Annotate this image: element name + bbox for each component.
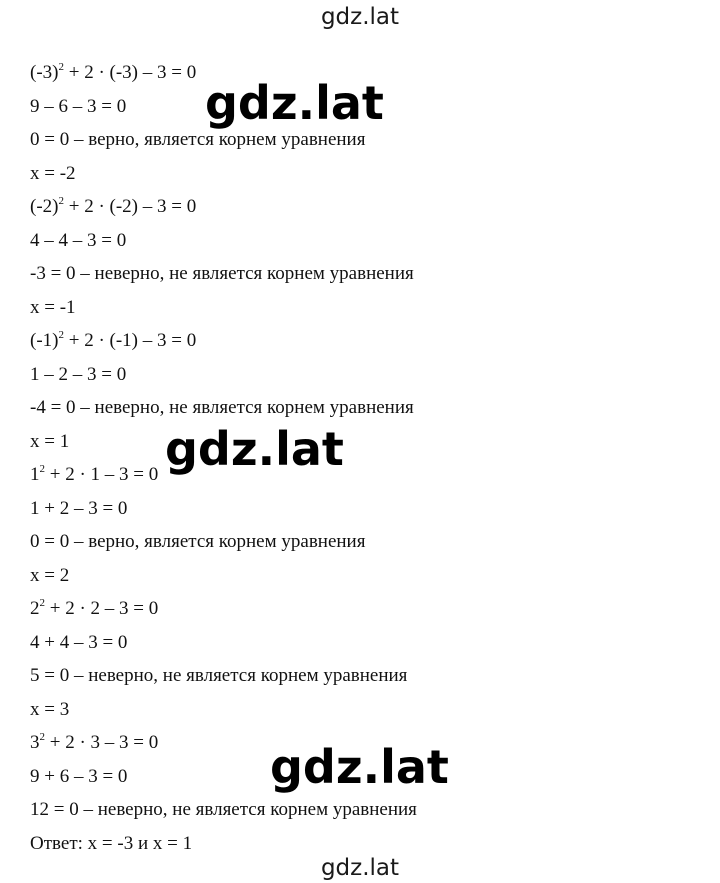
solution-line (30, 358, 690, 392)
exponent: 2 (39, 462, 45, 475)
line-text: 4 + 4 – 3 = 0 (30, 631, 128, 653)
solution-line (30, 391, 690, 425)
solution-line (30, 291, 690, 325)
line-text: 2 (30, 598, 40, 619)
line-text: 1 + 2 – 3 = 0 (30, 497, 128, 519)
solution-line (30, 257, 690, 291)
line-text: 0 = 0 – верно, является корнем уравнения (30, 531, 366, 552)
exponent: 2 (58, 194, 64, 207)
line-text: 0 = 0 – верно, является корнем уравнения (30, 129, 366, 150)
line-text: 4 – 4 – 3 = 0 (30, 229, 127, 251)
solution-line (30, 693, 690, 727)
footer-watermark: gdz.lat (320, 855, 400, 881)
solution-line (30, 157, 690, 191)
solution-line (30, 793, 690, 827)
line-text: 3 (30, 732, 40, 753)
solution-line (30, 559, 690, 593)
line-text: 9 – 6 – 3 = 0 (30, 95, 127, 117)
solution-line (30, 458, 690, 492)
line-text-rest: + 2 · 2 – 3 = 0 (45, 598, 159, 619)
watermark-logo: gdz.lat (205, 76, 384, 130)
watermark-logo: gdz.lat (270, 740, 449, 794)
line-text: 12 = 0 – неверно, не является корнем уравнения (30, 799, 417, 820)
exponent: 2 (58, 60, 64, 73)
solution-line (30, 190, 690, 224)
line-text: x = 2 (30, 564, 70, 586)
solution-line (30, 224, 690, 258)
solution-line (30, 626, 690, 660)
line-text: (-2) (30, 196, 59, 217)
line-text: 1 – 2 – 3 = 0 (30, 363, 127, 385)
solution-line (30, 324, 690, 358)
line-text: -4 = 0 – неверно, не является корнем уравнения (30, 397, 414, 418)
solution-line (30, 659, 690, 693)
line-text-rest: + 2 · (-3) – 3 = 0 (63, 62, 197, 83)
solution-line (30, 592, 690, 626)
line-text: x = 3 (30, 698, 70, 720)
solution-line (30, 492, 690, 526)
line-text: 5 = 0 – неверно, не является корнем уравнения (30, 665, 408, 686)
line-text: 1 (30, 464, 40, 485)
line-text-rest: + 2 · 1 – 3 = 0 (45, 464, 159, 485)
line-text: x = -1 (30, 296, 76, 318)
exponent: 2 (39, 596, 45, 609)
line-text: x = 1 (30, 430, 70, 452)
exponent: 2 (39, 730, 45, 743)
line-text: (-1) (30, 330, 59, 351)
solution-line (30, 425, 690, 459)
header-watermark: gdz.lat (320, 4, 400, 30)
exponent: 2 (58, 328, 64, 341)
line-text-rest: + 2 · 3 – 3 = 0 (45, 732, 159, 753)
line-text-rest: + 2 · (-1) – 3 = 0 (63, 330, 197, 351)
line-text: (-3) (30, 62, 59, 83)
line-text: -3 = 0 – неверно, не является корнем уравнения (30, 263, 414, 284)
line-text: 9 + 6 – 3 = 0 (30, 765, 128, 787)
watermark-logo: gdz.lat (165, 422, 344, 476)
line-text: Ответ: x = -3 и x = 1 (30, 832, 193, 854)
line-text-rest: + 2 · (-2) – 3 = 0 (63, 196, 197, 217)
line-text: x = -2 (30, 162, 76, 184)
solution-line (30, 525, 690, 559)
